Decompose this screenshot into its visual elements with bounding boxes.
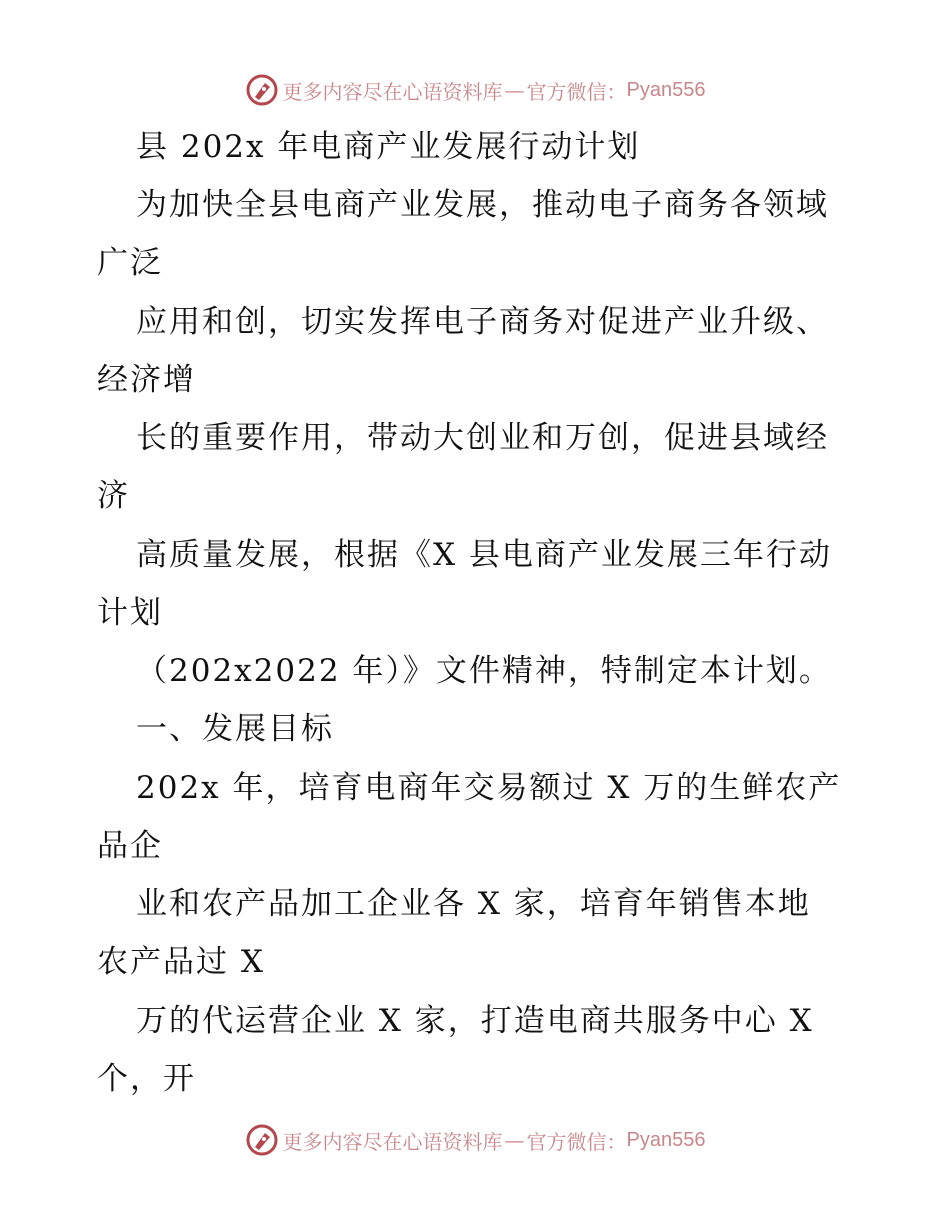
paragraph-line: 农产品过 X xyxy=(97,944,265,980)
paragraph-line: （202x2022 年）》文件精神，特制定本计划。 xyxy=(136,653,832,689)
section-heading: 一、发展目标 xyxy=(136,711,334,747)
paragraph-line: 计划 xyxy=(97,595,163,631)
paragraph-line: 品企 xyxy=(97,828,163,864)
pen-nib-logo-icon xyxy=(245,73,279,107)
watermark-site-text: 更多内容尽在心语资料库 xyxy=(282,1129,503,1154)
paragraph-line: 高质量发展，根据《X 县电商产业发展三年行动 xyxy=(136,537,832,573)
paragraph-line: 202x 年，培育电商年交易额过 X 万的生鲜农产 xyxy=(136,770,842,806)
document-title: 县 202x 年电商产业发展行动计划 xyxy=(136,129,641,165)
paragraph-line: 长的重要作用，带动大创业和万创，促进县域经 xyxy=(136,420,829,456)
watermark-separator: — xyxy=(504,1128,525,1152)
watermark-banner-top xyxy=(0,70,950,110)
pen-nib-logo-icon xyxy=(245,1123,279,1157)
paragraph-line: 广泛 xyxy=(97,245,163,281)
watermark-site-text: 更多内容尽在心语资料库 xyxy=(282,79,503,104)
paragraph-line: 业和农产品加工企业各 X 家，培育年销售本地 xyxy=(136,886,811,922)
watermark-wechat-id: Pyan556 xyxy=(626,1128,706,1151)
watermark-wechat-id: Pyan556 xyxy=(626,78,706,101)
paragraph-line: 万的代运营企业 X 家，打造电商共服务中心 X xyxy=(136,1003,814,1039)
paragraph-line: 济 xyxy=(97,478,130,514)
watermark-wechat-label: 官方微信： xyxy=(526,1129,627,1154)
paragraph-line: 为加快全县电商产业发展，推动电子商务各领域 xyxy=(136,187,829,223)
watermark-banner-bottom xyxy=(0,1120,950,1160)
watermark-separator: — xyxy=(504,78,525,102)
paragraph-line: 经济增 xyxy=(97,362,196,398)
watermark-wechat-label: 官方微信： xyxy=(526,79,627,104)
paragraph-line: 个，开 xyxy=(97,1061,196,1097)
paragraph-line: 应用和创，切实发挥电子商务对促进产业升级、 xyxy=(136,304,829,340)
